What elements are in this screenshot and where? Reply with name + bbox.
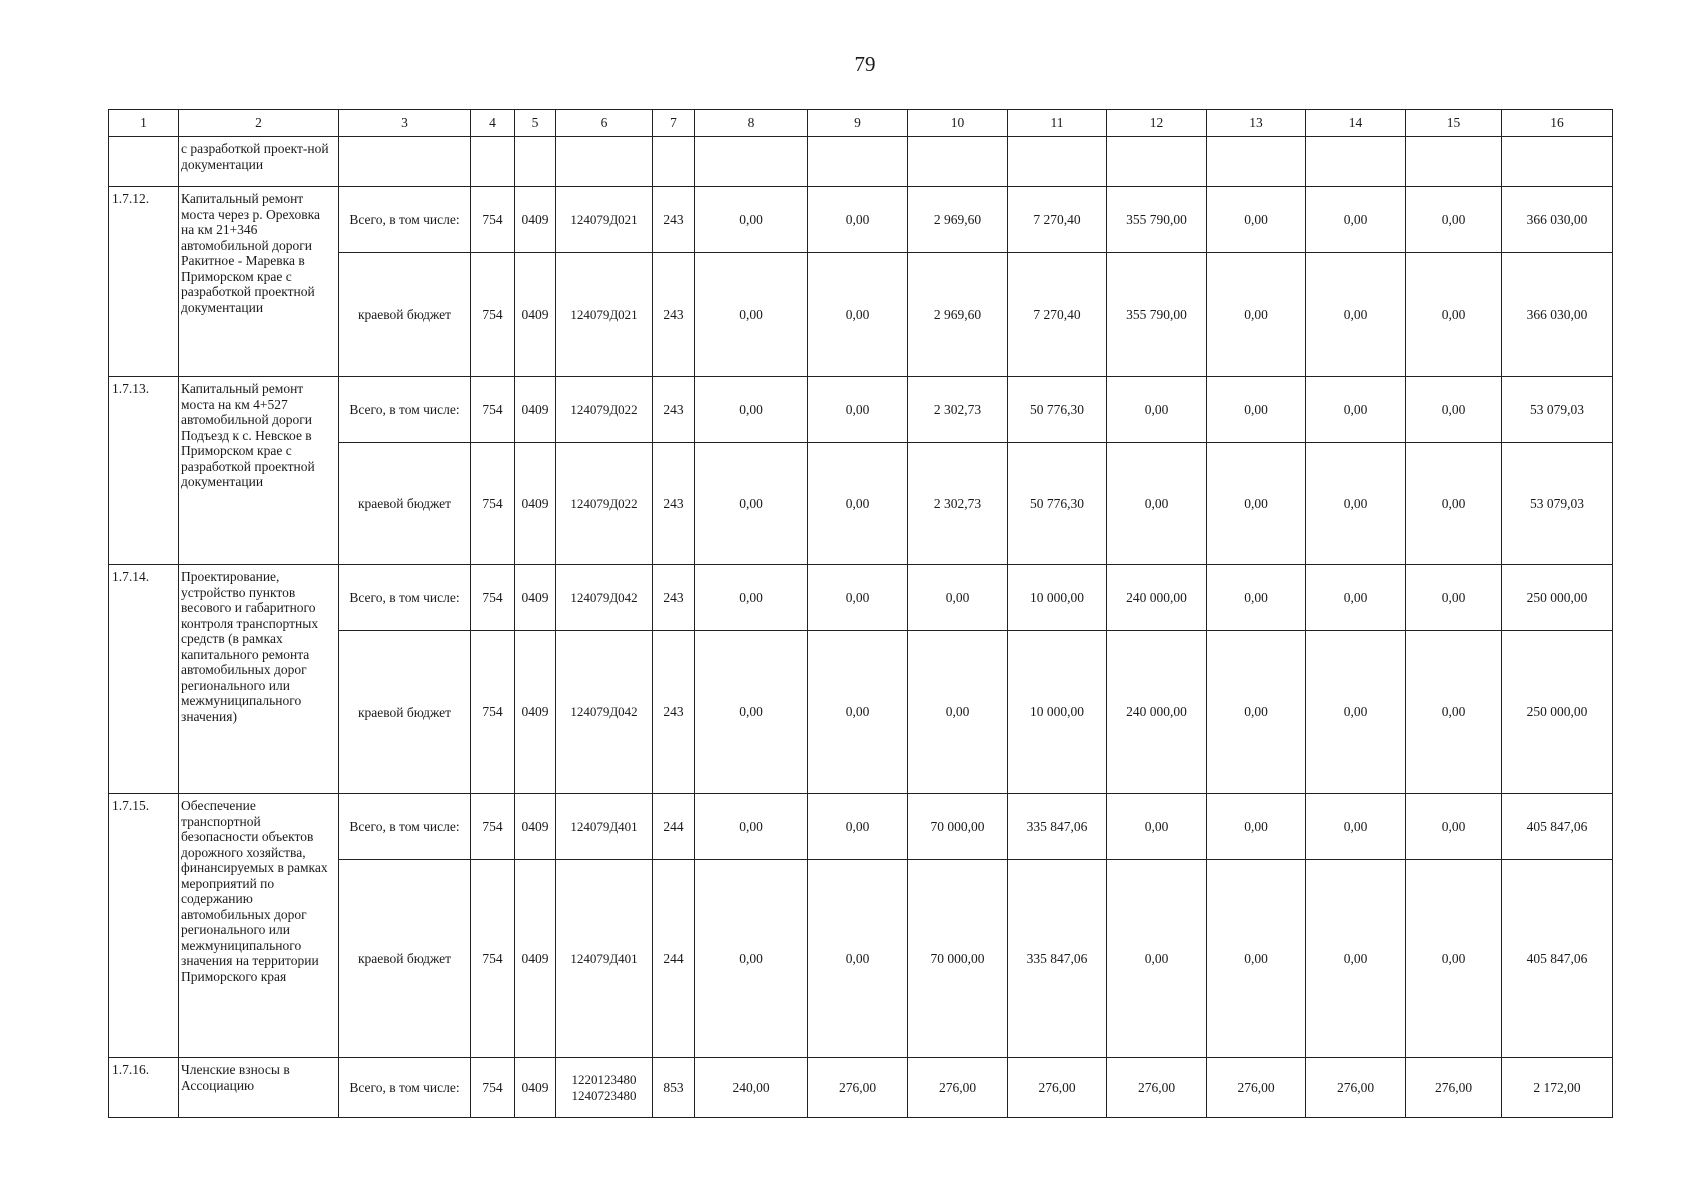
code-cell: 754 [471, 443, 515, 565]
item-name-cell: Капитальный ремонт моста на км 4+527 автомобильной дороги Подъезд к с. Невское в Приморском крае с разработкой проектной документации [179, 377, 339, 565]
empty-cell [1406, 137, 1502, 187]
column-number-14: 14 [1306, 110, 1406, 137]
column-number-13: 13 [1207, 110, 1306, 137]
amount-cell: 276,00 [808, 1058, 908, 1118]
target-code-cell: 124079Д022 [556, 377, 653, 443]
amount-cell: 240 000,00 [1107, 565, 1207, 631]
amount-cell: 335 847,06 [1008, 794, 1107, 860]
amount-cell: 0,00 [1107, 794, 1207, 860]
continuation-row [109, 137, 1613, 187]
code-cell: 754 [471, 1058, 515, 1118]
empty-cell [908, 137, 1008, 187]
expense-type-cell: 243 [653, 253, 695, 377]
amount-cell: 366 030,00 [1502, 187, 1613, 253]
amount-cell: 250 000,00 [1502, 565, 1613, 631]
item-name-cell: Членские взносы в Ассоциацию [179, 1058, 339, 1118]
amount-cell: 10 000,00 [1008, 565, 1107, 631]
target-code-cell: 1220123480 1240723480 [556, 1058, 653, 1118]
column-number-16: 16 [1502, 110, 1613, 137]
funding-source-cell: Всего, в том числе: [339, 1058, 471, 1118]
expense-type-cell: 243 [653, 565, 695, 631]
item-name-cell: Обеспечение транспортной безопасности объектов дорожного хозяйства, финансируемых в рамках мероприятий по содержанию автомобильных дорог регионального или межмуниципального значения на территории Приморского края [179, 794, 339, 1058]
amount-cell: 276,00 [908, 1058, 1008, 1118]
amount-cell: 0,00 [1207, 860, 1306, 1058]
item-name-cell: Капитальный ремонт моста через р. Ореховка на км 21+346 автомобильной дороги Ракитное - Маревка в Приморском крае с разработкой проектной документации [179, 187, 339, 377]
amount-cell: 0,00 [1406, 377, 1502, 443]
amount-cell: 276,00 [1406, 1058, 1502, 1118]
table-body [109, 110, 1613, 1118]
expense-type-cell: 243 [653, 631, 695, 794]
column-number-11: 11 [1008, 110, 1107, 137]
amount-cell: 0,00 [908, 631, 1008, 794]
target-code-cell: 124079Д042 [556, 631, 653, 794]
code-cell: 754 [471, 187, 515, 253]
amount-cell: 0,00 [1306, 794, 1406, 860]
amount-cell: 276,00 [1008, 1058, 1107, 1118]
amount-cell: 0,00 [1207, 794, 1306, 860]
amount-cell: 405 847,06 [1502, 860, 1613, 1058]
expense-type-cell: 243 [653, 377, 695, 443]
code-cell: 754 [471, 377, 515, 443]
expense-type-cell: 853 [653, 1058, 695, 1118]
amount-cell: 2 969,60 [908, 187, 1008, 253]
amount-cell: 366 030,00 [1502, 253, 1613, 377]
column-number-15: 15 [1406, 110, 1502, 137]
amount-cell: 0,00 [808, 253, 908, 377]
table-row [109, 565, 1613, 631]
amount-cell: 0,00 [1406, 565, 1502, 631]
item-number-cell: 1.7.13. [109, 377, 179, 565]
amount-cell: 0,00 [695, 565, 808, 631]
amount-cell: 355 790,00 [1107, 187, 1207, 253]
funding-source-cell: Всего, в том числе: [339, 794, 471, 860]
target-code-cell: 124079Д401 [556, 860, 653, 1058]
table-row [109, 1058, 1613, 1118]
empty-cell [653, 137, 695, 187]
section-cell: 0409 [515, 631, 556, 794]
amount-cell: 0,00 [695, 443, 808, 565]
empty-cell [471, 137, 515, 187]
section-cell: 0409 [515, 860, 556, 1058]
amount-cell: 0,00 [808, 443, 908, 565]
empty-cell [1306, 137, 1406, 187]
table-row [109, 187, 1613, 253]
amount-cell: 0,00 [1306, 187, 1406, 253]
column-number-5: 5 [515, 110, 556, 137]
amount-cell: 0,00 [1107, 377, 1207, 443]
empty-cell [695, 137, 808, 187]
amount-cell: 0,00 [695, 187, 808, 253]
amount-cell: 0,00 [1207, 187, 1306, 253]
target-code-cell: 124079Д021 [556, 253, 653, 377]
section-cell: 0409 [515, 1058, 556, 1118]
amount-cell: 0,00 [1207, 631, 1306, 794]
item-number-cell: 1.7.12. [109, 187, 179, 377]
empty-cell [339, 137, 471, 187]
target-code-cell: 124079Д401 [556, 794, 653, 860]
empty-cell [556, 137, 653, 187]
amount-cell: 355 790,00 [1107, 253, 1207, 377]
amount-cell: 0,00 [1406, 631, 1502, 794]
amount-cell: 2 969,60 [908, 253, 1008, 377]
target-code-cell: 124079Д022 [556, 443, 653, 565]
amount-cell: 53 079,03 [1502, 443, 1613, 565]
code-cell: 754 [471, 794, 515, 860]
empty-cell [808, 137, 908, 187]
page-number: 79 [854, 52, 876, 76]
column-number-3: 3 [339, 110, 471, 137]
amount-cell: 2 172,00 [1502, 1058, 1613, 1118]
amount-cell: 0,00 [1207, 253, 1306, 377]
amount-cell: 0,00 [1207, 377, 1306, 443]
amount-cell: 0,00 [1306, 631, 1406, 794]
amount-cell: 7 270,40 [1008, 187, 1107, 253]
continuation-num-cell [109, 137, 179, 187]
empty-cell [1008, 137, 1107, 187]
section-cell: 0409 [515, 443, 556, 565]
funding-source-cell: краевой бюджет [339, 253, 471, 377]
code-cell: 754 [471, 253, 515, 377]
empty-cell [1207, 137, 1306, 187]
column-number-row [109, 110, 1613, 137]
funding-source-cell: Всего, в том числе: [339, 377, 471, 443]
amount-cell: 7 270,40 [1008, 253, 1107, 377]
budget-table [108, 109, 1613, 1118]
amount-cell: 70 000,00 [908, 794, 1008, 860]
funding-source-cell: Всего, в том числе: [339, 187, 471, 253]
amount-cell: 0,00 [1406, 794, 1502, 860]
amount-cell: 0,00 [1306, 860, 1406, 1058]
amount-cell: 0,00 [1306, 377, 1406, 443]
amount-cell: 0,00 [1207, 443, 1306, 565]
column-number-6: 6 [556, 110, 653, 137]
column-number-12: 12 [1107, 110, 1207, 137]
item-number-cell: 1.7.16. [109, 1058, 179, 1118]
empty-cell [515, 137, 556, 187]
column-number-1: 1 [109, 110, 179, 137]
amount-cell: 0,00 [808, 565, 908, 631]
section-cell: 0409 [515, 377, 556, 443]
item-number-cell: 1.7.15. [109, 794, 179, 1058]
amount-cell: 0,00 [908, 565, 1008, 631]
amount-cell: 70 000,00 [908, 860, 1008, 1058]
empty-cell [1107, 137, 1207, 187]
amount-cell: 50 776,30 [1008, 377, 1107, 443]
funding-source-cell: Всего, в том числе: [339, 565, 471, 631]
section-cell: 0409 [515, 565, 556, 631]
amount-cell: 0,00 [695, 794, 808, 860]
item-name-cell: Проектирование, устройство пунктов весового и габаритного контроля транспортных средств (в рамках капитального ремонта автомобильных дорог регионального или межмуниципального значения) [179, 565, 339, 794]
amount-cell: 240 000,00 [1107, 631, 1207, 794]
table-row [109, 377, 1613, 443]
amount-cell: 0,00 [808, 377, 908, 443]
column-number-9: 9 [808, 110, 908, 137]
code-cell: 754 [471, 860, 515, 1058]
empty-cell [1502, 137, 1613, 187]
funding-source-cell: краевой бюджет [339, 860, 471, 1058]
amount-cell: 335 847,06 [1008, 860, 1107, 1058]
target-code-cell: 124079Д042 [556, 565, 653, 631]
amount-cell: 0,00 [1406, 443, 1502, 565]
section-cell: 0409 [515, 253, 556, 377]
amount-cell: 0,00 [695, 631, 808, 794]
amount-cell: 0,00 [1107, 860, 1207, 1058]
amount-cell: 0,00 [1406, 187, 1502, 253]
amount-cell: 53 079,03 [1502, 377, 1613, 443]
expense-type-cell: 244 [653, 860, 695, 1058]
amount-cell: 0,00 [808, 794, 908, 860]
column-number-7: 7 [653, 110, 695, 137]
column-number-8: 8 [695, 110, 808, 137]
column-number-2: 2 [179, 110, 339, 137]
section-cell: 0409 [515, 187, 556, 253]
amount-cell: 0,00 [808, 187, 908, 253]
code-cell: 754 [471, 631, 515, 794]
target-code-cell: 124079Д021 [556, 187, 653, 253]
table-row [109, 794, 1613, 860]
amount-cell: 0,00 [808, 631, 908, 794]
amount-cell: 0,00 [1207, 565, 1306, 631]
amount-cell: 2 302,73 [908, 443, 1008, 565]
expense-type-cell: 243 [653, 187, 695, 253]
continuation-name-cell: с разработкой проект-ной документации [179, 137, 339, 187]
amount-cell: 50 776,30 [1008, 443, 1107, 565]
column-number-4: 4 [471, 110, 515, 137]
amount-cell: 276,00 [1107, 1058, 1207, 1118]
amount-cell: 2 302,73 [908, 377, 1008, 443]
amount-cell: 276,00 [1306, 1058, 1406, 1118]
column-number-10: 10 [908, 110, 1008, 137]
amount-cell: 0,00 [695, 377, 808, 443]
section-cell: 0409 [515, 794, 556, 860]
amount-cell: 0,00 [695, 253, 808, 377]
amount-cell: 0,00 [695, 860, 808, 1058]
item-number-cell: 1.7.14. [109, 565, 179, 794]
amount-cell: 240,00 [695, 1058, 808, 1118]
expense-type-cell: 243 [653, 443, 695, 565]
amount-cell: 405 847,06 [1502, 794, 1613, 860]
amount-cell: 0,00 [1107, 443, 1207, 565]
funding-source-cell: краевой бюджет [339, 443, 471, 565]
amount-cell: 276,00 [1207, 1058, 1306, 1118]
amount-cell: 0,00 [808, 860, 908, 1058]
amount-cell: 250 000,00 [1502, 631, 1613, 794]
code-cell: 754 [471, 565, 515, 631]
amount-cell: 0,00 [1406, 253, 1502, 377]
amount-cell: 0,00 [1306, 443, 1406, 565]
amount-cell: 10 000,00 [1008, 631, 1107, 794]
amount-cell: 0,00 [1306, 253, 1406, 377]
expense-type-cell: 244 [653, 794, 695, 860]
amount-cell: 0,00 [1406, 860, 1502, 1058]
funding-source-cell: краевой бюджет [339, 631, 471, 794]
amount-cell: 0,00 [1306, 565, 1406, 631]
